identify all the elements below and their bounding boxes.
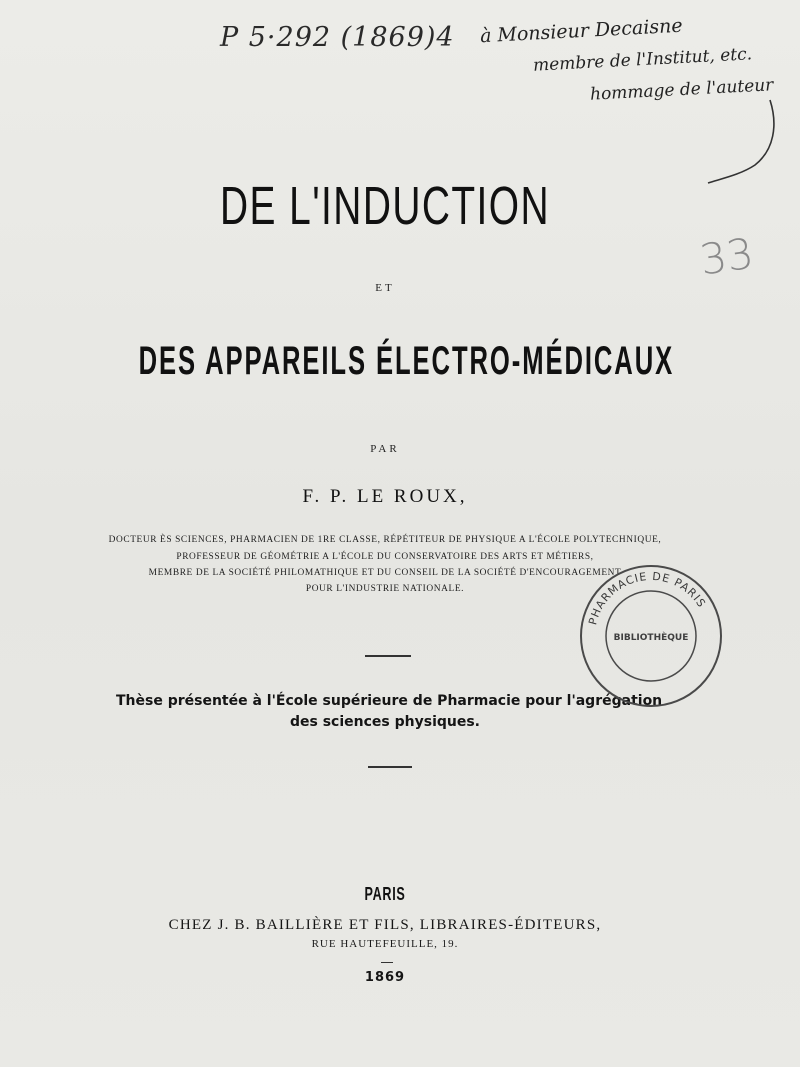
dedication-flourish [700,95,780,185]
imprint-city: PARIS [364,884,406,904]
credentials-line-1: DOCTEUR ÈS SCIENCES, PHARMACIEN DE 1RE CLASSE, RÉPÉTITEUR DE PHYSIQUE A L'ÉCOLE POLYTECHNIQUE, [108,535,662,545]
title-line-2: DES APPAREILS ÉLECTRO-MÉDICAUX [138,339,675,383]
stamp-center-text: BIBLIOTHÈQUE [613,633,689,643]
credentials-line-2: PROFESSEUR DE GÉOMÉTRIE A L'ÉCOLE DU CONSERVATOIRE DES ARTS ET MÉTIERS, [176,552,594,562]
divider-rule [368,766,412,768]
credentials-line-4: POUR L'INDUSTRIE NATIONALE. [305,584,465,594]
credentials-line-3: MEMBRE DE LA SOCIÉTÉ PHILOMATHIQUE ET DU CONSEIL DE LA SOCIÉTÉ D'ENCOURAGEMENT [148,568,622,578]
library-stamp-seal [576,561,726,711]
imprint-address: RUE HAUTEFEUILLE, 19. [311,938,459,950]
title-line-1: DE L'INDUCTION [219,176,551,236]
handwritten-shelfmark: P 5·292 (1869)4 [220,22,455,53]
divider-rule [381,962,393,963]
thesis-line-1: Thèse présentée à l'École supérieure de Pharmacie pour l'agrégation [116,693,663,709]
pencil-page-number: 33 [696,228,757,285]
handwritten-dedication-line-3: hommage de l'auteur [589,75,774,105]
divider-rule [365,655,411,657]
imprint-publisher: CHEZ J. B. BAILLIÈRE ET FILS, LIBRAIRES-ÉDITEURS, [168,917,602,933]
title-conjunction: ET [375,282,395,294]
handwritten-dedication-line-2: membre de l'Institut, etc. [532,44,753,76]
handwritten-dedication-line-1: à Monsieur Decaisne [479,14,684,48]
author-name: F. P. LE ROUX, [302,486,468,507]
thesis-line-2: des sciences physiques. [290,714,480,730]
stamp-ring-text: PHARMACIE DE PARIS [586,569,709,627]
byline-par: PAR [370,443,400,455]
imprint-year: 1869 [364,970,406,985]
